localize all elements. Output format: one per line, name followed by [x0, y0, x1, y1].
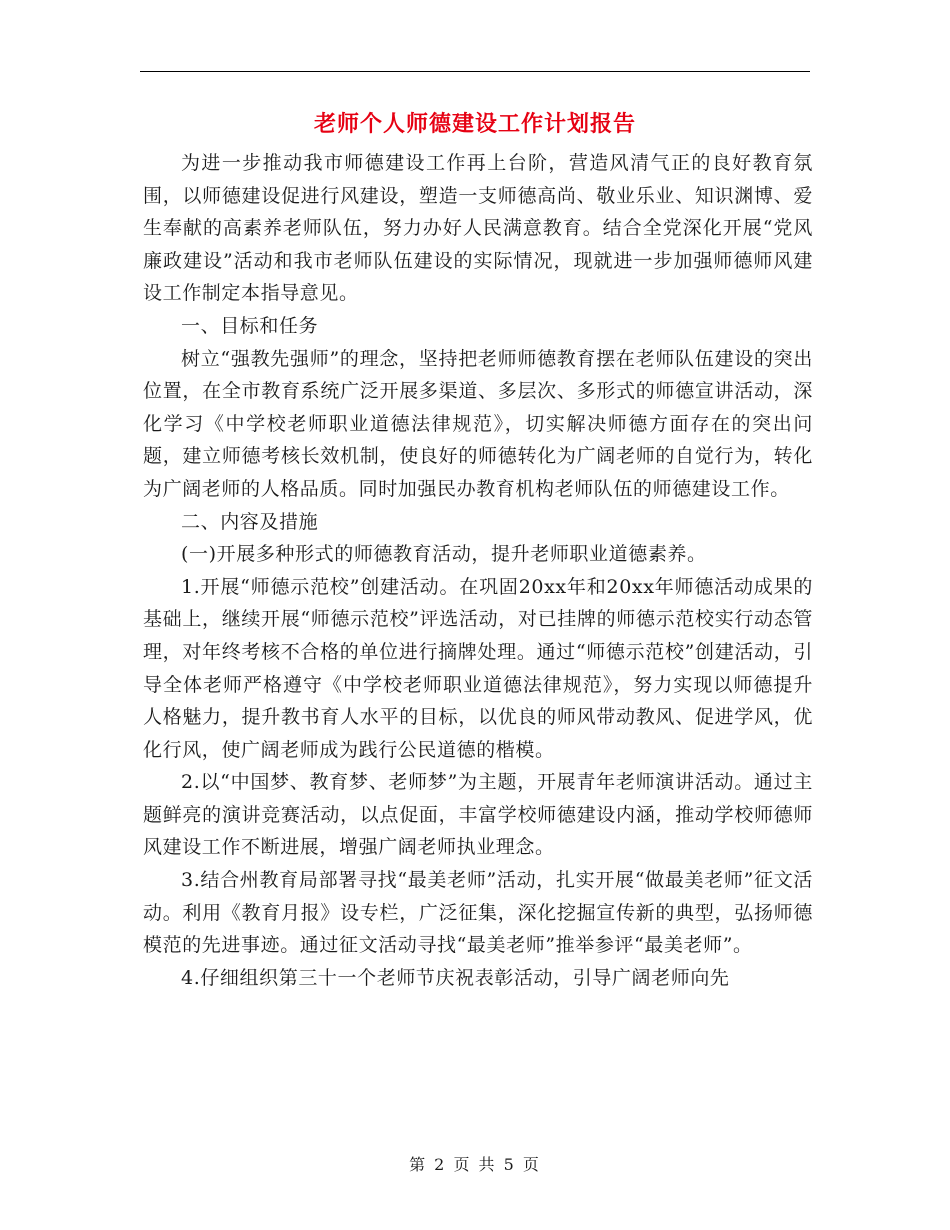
page-number: 第 2 页 共 5 页: [409, 1155, 541, 1174]
document-title: 老师个人师德建设工作计划报告: [313, 111, 636, 137]
list-item-4: 4.仔细组织第三十一个老师节庆祝表彰活动，引导广阔老师向先: [181, 966, 730, 989]
list-item-2: 2.以“中国梦、教育梦、老师梦”为主题，开展青年老师演讲活动。通过主题鲜亮的演讲竞赛活动，以点促面，丰富学校师德建设内涵，推动学校师德师风建设工作不断进展，增强广阔老师执业理念。: [143, 771, 813, 859]
list-item-3: 3.结合州教育局部署寻找“最美老师”活动，扎实开展“做最美老师”征文活动。利用《教育月报》设专栏，广泛征集，深化挖掘宣传新的典型，弘扬师德模范的先进事迹。通过征文活动寻找“最美老师”推举参评“最美老师”。: [143, 869, 813, 957]
section-heading-goals: 一、目标和任务: [181, 314, 319, 337]
list-item-1: 1.开展“师德示范校”创建活动。在巩固20xx年和20xx年师德活动成果的基础上，继续开展“师德示范校”评选活动，对已挂牌的师德示范校实行动态管理，对年终考核不合格的单位进行摘牌处理。通过“师德示范校”创建活动，引导全体老师严格遵守《中学校老师职业道德法律规范》，努力实现以师德提升人格魅力，提升教书育人水平的目标，以优良的师风带动教风、促进学风，优化行风，使广阔老师成为践行公民道德的楷模。: [143, 575, 813, 761]
paragraph-goals: 树立“强教先强师”的理念，坚持把老师师德教育摆在老师队伍建设的突出位置，在全市教育系统广泛开展多渠道、多层次、多形式的师德宣讲活动，深化学习《中学校老师职业道德法律规范》，切实解决师德方面存在的突出问题，建立师德考核长效机制，使良好的师德转化为广阔老师的自觉行为，转化为广阔老师的人格品质。同时加强民办教育机构老师队伍的师德建设工作。: [143, 347, 813, 500]
document-body: [143, 147, 813, 994]
subsection-heading-1: (一)开展多种形式的师德教育活动，提升老师职业道德素养。: [181, 543, 707, 566]
paragraph-intro: 为进一步推动我市师德建设工作再上台阶，营造风清气正的良好教育氛围，以师德建设促进行风建设，塑造一支师德高尚、敬业乐业、知识渊博、爱生奉献的高素养老师队伍，努力办好人民满意教育。结合全党深化开展“党风廉政建设”活动和我市老师队伍建设的实际情况，现就进一步加强师德师风建设工作制定本指导意见。: [143, 152, 813, 305]
section-heading-measures: 二、内容及措施: [181, 510, 319, 533]
header-rule: [140, 71, 810, 72]
